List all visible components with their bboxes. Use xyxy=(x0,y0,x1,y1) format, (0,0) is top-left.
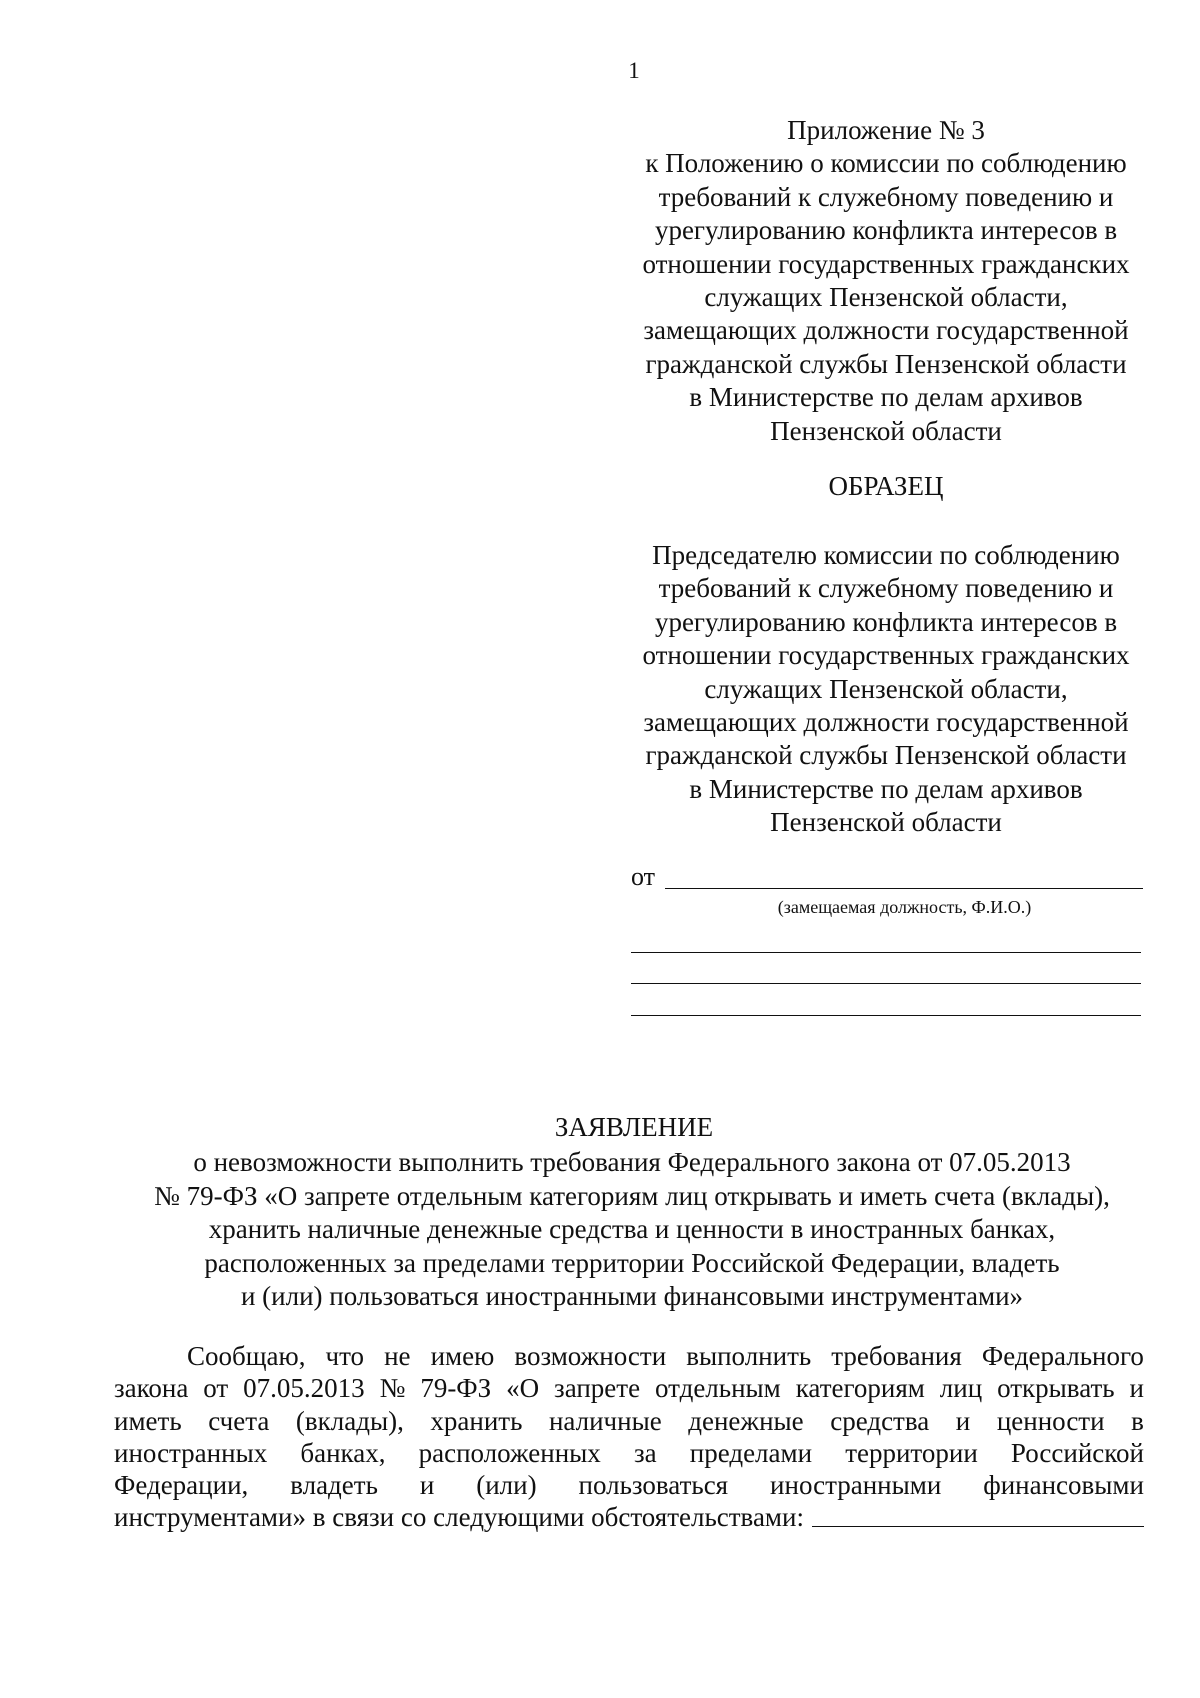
circumstances-blank-line[interactable] xyxy=(812,1501,1144,1527)
word: 07.05.2013 xyxy=(243,1373,365,1404)
word: хранить xyxy=(430,1405,523,1436)
appendix-line: гражданской службы Пензенской области xyxy=(645,348,1127,379)
word: имею xyxy=(430,1341,495,1371)
body-line-text: инструментами» в связи со следующими обстоятельствами: xyxy=(114,1502,804,1533)
word: от xyxy=(203,1373,229,1404)
word: расположенных xyxy=(418,1437,601,1468)
addressee-block xyxy=(630,539,1142,840)
from-label: от xyxy=(631,862,656,891)
word: иностранных xyxy=(114,1437,268,1468)
addressee-line: замещающих должности государственной xyxy=(643,707,1129,738)
appendix-line: отношении государственных гражданских xyxy=(642,248,1130,279)
word: открывать xyxy=(997,1373,1115,1404)
addressee-line: служащих Пензенской области, xyxy=(704,673,1068,704)
word: категориям xyxy=(795,1373,925,1404)
word: в xyxy=(1131,1405,1144,1436)
subtitle-line: № 79-ФЗ «О запрете отдельным категориям лиц открывать и иметь счета (вклады), xyxy=(154,1180,1110,1211)
from-field xyxy=(631,862,1143,892)
statement-title: ЗАЯВЛЕНИЕ xyxy=(554,1112,714,1142)
word: Российской xyxy=(1010,1437,1144,1468)
word: владеть xyxy=(290,1470,378,1501)
word: (или) xyxy=(476,1470,537,1501)
body-line xyxy=(114,1340,1144,1372)
addressee-line: урегулированию конфликта интересов в xyxy=(654,606,1118,637)
appendix-line: замещающих должности государственной xyxy=(643,315,1129,346)
word: отдельным xyxy=(655,1373,781,1404)
word: не xyxy=(384,1341,411,1371)
addressee-line: Председателю комиссии по соблюдению xyxy=(652,540,1120,570)
blank-line-2[interactable] xyxy=(631,983,1141,984)
addressee-line: в Министерстве по делам архивов xyxy=(689,773,1083,804)
word: «О xyxy=(506,1373,540,1404)
word: и xyxy=(419,1470,435,1501)
word: Федерации, xyxy=(114,1470,249,1501)
appendix-line: требований к служебному поведению и xyxy=(658,181,1114,212)
word: 79-ФЗ xyxy=(420,1373,492,1404)
subtitle-line: о невозможности выполнить требования Федерального закона от 07.05.2013 xyxy=(193,1147,1071,1177)
body-line xyxy=(114,1469,1144,1501)
word: счета xyxy=(208,1405,270,1436)
body-line xyxy=(114,1372,1144,1404)
body-line xyxy=(114,1501,1144,1533)
word: лиц xyxy=(939,1373,983,1404)
word: и xyxy=(1129,1373,1144,1404)
subtitle-line: и (или) пользоваться иностранными финансовыми инструментами» xyxy=(240,1281,1024,1312)
statement-body xyxy=(114,1340,1144,1534)
word: пользоваться xyxy=(578,1470,729,1501)
word: пределами xyxy=(689,1437,813,1468)
word: что xyxy=(325,1341,365,1371)
appendix-line: Пензенской области xyxy=(770,415,1002,446)
page-number: 1 xyxy=(628,58,640,83)
word: иностранными xyxy=(770,1470,942,1501)
word: ценности xyxy=(996,1405,1105,1436)
word: закона xyxy=(114,1373,189,1404)
word: возможности xyxy=(514,1341,667,1371)
word: и xyxy=(955,1405,971,1436)
addressee-line: гражданской службы Пензенской области xyxy=(645,740,1127,771)
subtitle-line: расположенных за пределами территории Российской Федерации, владеть xyxy=(204,1247,1060,1278)
blank-line-1[interactable] xyxy=(631,952,1141,953)
word: № xyxy=(379,1373,406,1404)
word: банках, xyxy=(300,1437,386,1468)
addressee-line: отношении государственных гражданских xyxy=(642,640,1130,671)
appendix-header xyxy=(630,114,1142,448)
word: за xyxy=(633,1437,657,1468)
word: требования xyxy=(831,1341,962,1371)
appendix-line: Приложение № 3 xyxy=(787,115,985,145)
word: Сообщаю, xyxy=(187,1341,306,1371)
subtitle-line: хранить наличные денежные средства и ценности в иностранных банках, xyxy=(208,1214,1056,1245)
word: денежные xyxy=(688,1405,804,1436)
from-blank-line[interactable] xyxy=(665,888,1143,889)
word: (вклады), xyxy=(295,1405,404,1436)
word: средства xyxy=(830,1405,930,1436)
addressee-line: требований к служебному поведению и xyxy=(658,573,1114,604)
word: выполнить xyxy=(686,1341,812,1371)
appendix-line: служащих Пензенской области, xyxy=(704,282,1068,313)
body-line xyxy=(114,1437,1144,1469)
word: финансовыми xyxy=(983,1470,1144,1501)
word: территории xyxy=(845,1437,978,1468)
word: наличные xyxy=(548,1405,662,1436)
from-caption: (замещаемая должность, Ф.И.О.) xyxy=(777,897,1032,917)
sample-mark: ОБРАЗЕЦ xyxy=(828,471,944,501)
blank-line-3[interactable] xyxy=(631,1015,1141,1016)
body-line xyxy=(114,1405,1144,1437)
addressee-line: Пензенской области xyxy=(770,807,1002,838)
appendix-line: урегулированию конфликта интересов в xyxy=(654,215,1118,246)
appendix-line: в Министерстве по делам архивов xyxy=(689,382,1083,413)
word: иметь xyxy=(114,1405,182,1436)
word: Федерального xyxy=(981,1341,1144,1371)
statement-subtitle xyxy=(112,1146,1152,1314)
word: запрете xyxy=(554,1373,641,1404)
appendix-line: к Положению о комиссии по соблюдению xyxy=(645,148,1127,179)
